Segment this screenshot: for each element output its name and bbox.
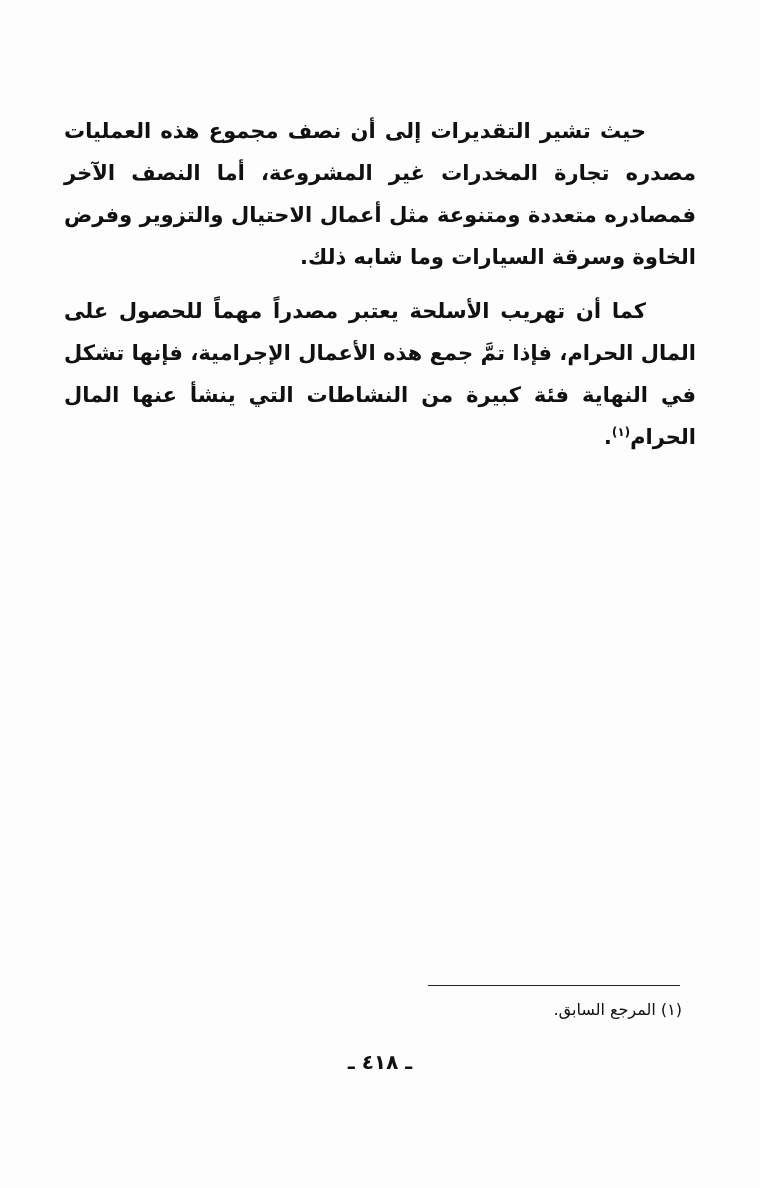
footnote-divider [428,985,680,986]
footnote: (١) المرجع السابق. [553,1000,682,1019]
body-text [64,110,696,458]
page-number: ـ ٤١٨ ـ [347,1050,413,1074]
paragraph-2-text: كما أن تهريب الأسلحة يعتبر مصدراً مهماً للحصول على المال الحرام، فإذا تمَّ جمع هذه الأعمال الإجرامية، فإنها تشكل في النهاية فئة كبيرة من النشاطات التي ينشأ عنها المال الحرام [64,299,696,449]
paragraph-2 [64,290,696,458]
paragraph-1-text: حيث تشير التقديرات إلى أن نصف مجموع هذه العمليات مصدره تجارة المخدرات غير المشروعة، أما النصف الآخر فمصادره متعددة ومتنوعة مثل أعمال الاحتيال والتزوير وفرض الخاوة وسرقة السيارات وما شابه ذلك. [64,119,696,269]
paragraph-2-ending: . [603,425,612,449]
footnote-marker: (١) [611,425,631,439]
paragraph-1 [64,110,696,278]
